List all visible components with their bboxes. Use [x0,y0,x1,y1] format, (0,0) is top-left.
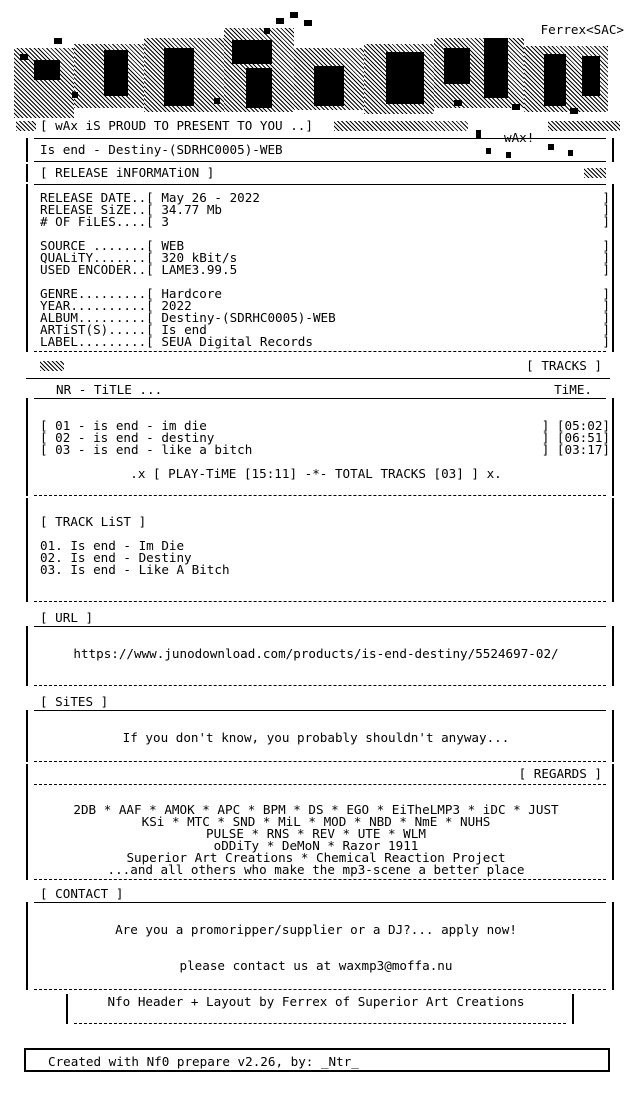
info-row: # OF FiLES....[ 3 ] [40,214,610,229]
footer-credit: Nfo Header + Layout by Ferrex of Superior Art Creations [107,994,525,1009]
regards-line: Superior Art Creations * Chemical Reaction Project [126,850,506,865]
regards-line: oDDiTy * DeMoN * Razor 1911 [213,838,419,853]
contact-email[interactable]: please contact us at waxmp3@moffa.nu [179,958,453,973]
credit-label: Ferrex<SAC> [540,22,624,37]
release-title-box [26,138,614,162]
info-row: QUALiTY.......[ 320 kBit/s ] [40,250,610,265]
info-row: YEAR..........[ 2022 ] [40,298,610,313]
ascii-logo [14,8,614,120]
tracks-heading: [ TRACKS ] [526,358,602,373]
regards-line: KSi * MTC * SND * MiL * MOD * NBD * NmE * NUHS [141,814,491,829]
hatch-bar [334,121,468,131]
contact-line: Are you a promoripper/supplier or a DJ?... apply now! [115,922,517,937]
info-row: RELEASE SiZE..[ 34.77 Mb ] [40,202,610,217]
track-list-item: 02. Is end - Destiny [40,550,192,565]
regards-line: 2DB * AAF * AMOK * APC * BPM * DS * EGO * EiTheLMP3 * iDC * JUST [73,802,559,817]
track-row: [ 01 - is end - im die ] [05:02] [40,418,610,433]
info-row: LABEL.........[ SEUA Digital Records ] [40,334,610,349]
sites-text: If you don't know, you probably shouldn't anyway... [122,730,510,745]
created-line: Created with Nf0 prepare v2.26, by: _Ntr_ [48,1054,359,1069]
track-row: [ 03 - is end - like a bitch ] [03:17] [40,442,610,457]
regards-line: ...and all others who make the mp3-scene a better place [107,862,525,877]
hatch-bar [548,121,620,131]
url-link[interactable]: https://www.junodownload.com/products/is-end-destiny/5524697-02/ [73,646,559,661]
info-row: SOURCE .......[ WEB ] [40,238,610,253]
info-row: ARTiST(S).....[ Is end ] [40,322,610,337]
regards-heading: [ REGARDS ] [518,766,602,781]
group-tag: wAx! [504,130,535,145]
info-row: RELEASE DATE..[ May 26 - 2022 ] [40,190,610,205]
info-row: GENRE.........[ Hardcore ] [40,286,610,301]
release-title: Is end - Destiny-(SDRHC0005)-WEB [40,142,283,157]
proud-line: [ wAx iS PROUD TO PRESENT TO YOU ..] [40,118,313,133]
contact-box [26,902,614,990]
hatch-bar [16,121,36,131]
tracks-summary: .x [ PLAY-TiME [15:11] -*- TOTAL TRACKS [03] ] x. [130,466,502,481]
regards-line: PULSE * RNS * REV * UTE * WLM [206,826,426,841]
contact-heading: [ CONTACT ] [40,886,124,901]
track-row: [ 02 - is end - destiny ] [06:51] [40,430,610,445]
track-list-item: 01. Is end - Im Die [40,538,185,553]
sites-heading: [ SiTES ] [40,694,109,709]
url-heading: [ URL ] [40,610,94,625]
col-title: NR - TiTLE ... [56,382,163,397]
hatch-bar [40,361,64,371]
release-info-heading: [ RELEASE iNFORMATiON ] [40,165,215,180]
info-row: ALBUM.........[ Destiny-(SDRHC0005)-WEB ] [40,310,610,325]
track-list-heading: [ TRACK LiST ] [40,514,147,529]
info-row: USED ENCODER..[ LAME3.99.5 ] [40,262,610,277]
track-list-item: 03. Is end - Like A Bitch [40,562,230,577]
col-time: TiME. [554,382,592,397]
